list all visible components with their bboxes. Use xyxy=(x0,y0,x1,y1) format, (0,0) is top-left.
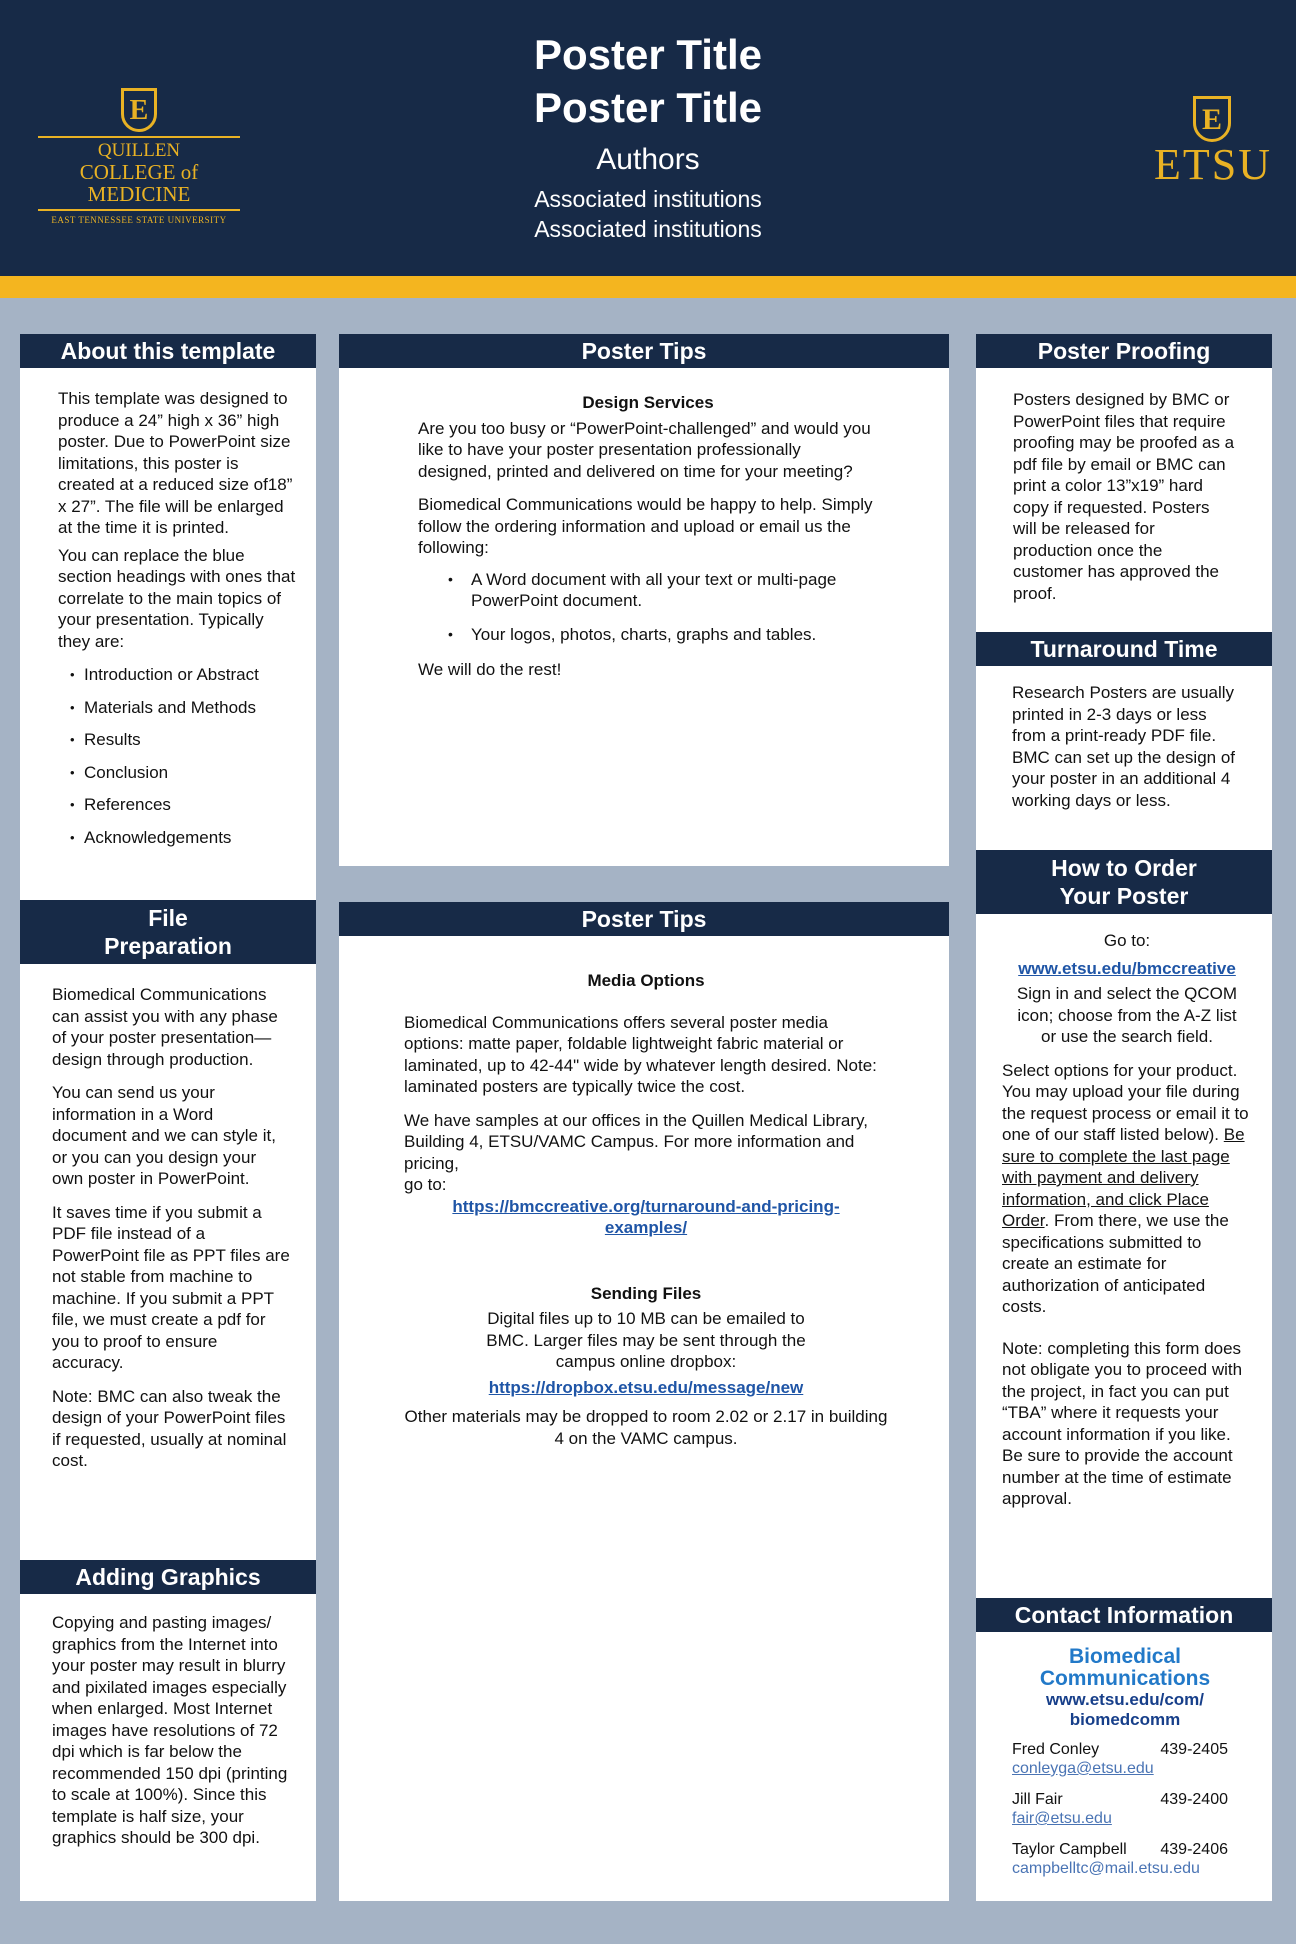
list-item: • Materials and Methods xyxy=(70,697,298,719)
proofing-body xyxy=(1013,389,1235,610)
proofing-heading: Poster Proofing xyxy=(976,334,1272,368)
graphics-heading: Adding Graphics xyxy=(20,1560,316,1594)
org-url-line1[interactable]: www.etsu.edu/com/ xyxy=(1045,1690,1205,1709)
contact-email[interactable]: fair@etsu.edu xyxy=(1012,1810,1112,1827)
list-item: • Acknowledgements xyxy=(70,827,298,849)
order-heading: How to Order Your Poster xyxy=(976,850,1272,914)
order-goto: Go to: xyxy=(1103,931,1151,950)
tips2-body xyxy=(404,970,888,1455)
institution-line2: Associated institutions xyxy=(534,216,762,242)
logo-line1: QUILLEN xyxy=(97,140,181,161)
etsu-shield-icon: E xyxy=(1193,96,1231,142)
contact-person xyxy=(1012,1740,1238,1778)
org-url-line2[interactable]: biomedcomm xyxy=(1069,1710,1181,1729)
contact-phone: 439-2406 xyxy=(1160,1841,1228,1858)
order-body xyxy=(1002,930,1252,1516)
list-item: • Your logos, photos, charts, graphs and tables. xyxy=(418,624,878,646)
tips2-p3: Digital files up to 10 MB can be emailed to BMC. Larger files may be sent through the campus online dropbox: xyxy=(486,1309,806,1371)
graphics-p1: Copying and pasting images/ graphics from the Internet into your poster may result in blurry and pixilated images especially when enlarged. Most Internet images have resolutions of 72 dpi which is far below the recommended 150 dpi (printing to scale at 100%). Since this template is half size, your graphics should be 300 dpi. xyxy=(52,1613,288,1847)
tips1-list xyxy=(418,569,878,646)
org-name-line2: Communications xyxy=(1039,1667,1211,1690)
tips2-subheading: Media Options xyxy=(587,971,705,990)
tips1-p2: Biomedical Communications would be happy to help. Simply follow the ordering information and upload or email us the following: xyxy=(418,495,873,557)
file-prep-body xyxy=(52,984,292,1478)
file-prep-p3: It saves time if you submit a PDF file instead of a PowerPoint file as PPT files are not stable from machine to machine. If you submit a PPT file, we must create a pdf for you to proof to ensure accuracy. xyxy=(52,1202,290,1372)
bmccreative-link[interactable]: www.etsu.edu/bmccreative xyxy=(1018,958,1236,978)
contact-name: Jill Fair xyxy=(1012,1791,1063,1808)
tips1-p3: We will do the rest! xyxy=(418,660,562,679)
contact-email[interactable]: campbelltc@mail.etsu.edu xyxy=(1012,1860,1200,1877)
section-list xyxy=(70,664,298,848)
about-heading: About this template xyxy=(20,334,316,368)
list-item: • Conclusion xyxy=(70,762,298,784)
tips1-heading: Poster Tips xyxy=(339,334,949,368)
tips2-p4: Other materials may be dropped to room 2.02 or 2.17 in building 4 on the VAMC campus. xyxy=(404,1407,888,1448)
contact-person xyxy=(1012,1790,1238,1828)
tips1-body xyxy=(418,392,878,687)
tips1-subheading: Design Services xyxy=(582,393,714,412)
logo-rule xyxy=(38,136,240,138)
list-item: • Results xyxy=(70,729,298,751)
list-item: • Introduction or Abstract xyxy=(70,664,298,686)
graphics-body xyxy=(52,1612,292,1855)
turnaround-p1: Research Posters are usually printed in 2-3 days or less from a print-ready PDF file. BMC can set up the design of your poster in an additional 4 working days or less. xyxy=(1012,683,1236,810)
poster-title-line2: Poster Title xyxy=(534,84,762,131)
logo-line3: EAST TENNESSEE STATE UNIVERSITY xyxy=(51,215,227,225)
contact-phone: 439-2400 xyxy=(1160,1791,1228,1808)
logo-line2: COLLEGE of MEDICINE xyxy=(79,160,199,206)
file-prep-p2: You can send us your information in a Word document and we can style it, or you can you design your own poster in PowerPoint. xyxy=(52,1083,276,1188)
list-item: • References xyxy=(70,794,298,816)
contact-body xyxy=(1012,1646,1238,1878)
about-p1: This template was designed to produce a 24” high x 36” high poster. Due to PowerPoint size limitations, this poster is created at a reduced size of18” x 27”. The file will be enlarged at the time it is printed. xyxy=(58,389,293,537)
about-p2: You can replace the blue section headings with ones that correlate to the main topics of your presentation. Typically they are: xyxy=(58,545,296,651)
turnaround-heading: Turnaround Time xyxy=(976,632,1272,666)
list-item: • A Word document with all your text or multi-page PowerPoint document. xyxy=(418,569,878,612)
dropbox-link[interactable]: https://dropbox.etsu.edu/message/new xyxy=(488,1377,804,1397)
title-block xyxy=(348,28,948,244)
contact-name: Taylor Campbell xyxy=(1012,1841,1127,1858)
file-prep-p1: Biomedical Communications can assist you with any phase of your poster presentation— design through production. xyxy=(52,985,278,1069)
tips2-p2: We have samples at our offices in the Quillen Medical Library, Building 4, ETSU/VAMC Campus. For more information and pricing, go to: xyxy=(404,1110,868,1194)
contact-email[interactable]: conleyga@etsu.edu xyxy=(1012,1760,1154,1777)
contact-phone: 439-2405 xyxy=(1160,1741,1228,1758)
contact-name: Fred Conley xyxy=(1012,1741,1100,1758)
order-p1: Sign in and select the QCOM icon; choose from the A-Z list or use the search field. xyxy=(1016,984,1238,1046)
logo-rule xyxy=(38,209,240,211)
quillen-shield-icon: E xyxy=(121,88,157,132)
tips2-p1: Biomedical Communications offers several poster media options: matte paper, foldable lightweight fabric material or laminated, up to 42-44" wide by whatever length desired. Note: laminated posters are typically twice the cost. xyxy=(404,1012,877,1096)
turnaround-body xyxy=(1012,682,1240,817)
proofing-p1: Posters designed by BMC or PowerPoint files that require proofing may be proofed as a pdf file by email or BMC can print a color 13”x19” hard copy if requested. Posters will be released for production once the customer has approved the proof. xyxy=(1013,390,1235,603)
gold-divider xyxy=(0,276,1296,298)
institution-line1: Associated institutions xyxy=(534,186,762,212)
authors: Authors xyxy=(596,143,700,176)
contact-person xyxy=(1012,1840,1238,1878)
org-name-line1: Biomedical xyxy=(1068,1645,1182,1668)
tips1-p1: Are you too busy or “PowerPoint-challenged” and would you like to have your poster presentation professionally designed, printed and delivered on time for your meeting? xyxy=(418,418,871,481)
tips2-heading: Poster Tips xyxy=(339,902,949,936)
order-p3: Note: completing this form does not obligate you to proceed with the project, in fact you can put “TBA” where it requests your account information if you like. Be sure to provide the account number at the time of estimate approval. xyxy=(1002,1338,1243,1508)
file-prep-p4: Note: BMC can also tweak the design of your PowerPoint files if requested, usually at nominal cost. xyxy=(52,1386,287,1470)
about-body xyxy=(58,388,298,859)
etsu-logo xyxy=(1154,96,1270,196)
quillen-logo xyxy=(38,88,240,225)
order-p2: Select options for your product. You may upload your file during the request process or email it to one of our staff listed below). Be sure to complete the last page with payment and delivery information, and click Place Order. From there, we use the specifications submitted to create an estimate for authorization of anticipated costs. xyxy=(1002,1060,1249,1316)
file-prep-heading: File Preparation xyxy=(20,900,316,964)
poster-title-line1: Poster Title xyxy=(534,31,762,78)
sending-files-subheading: Sending Files xyxy=(590,1283,702,1303)
pricing-link[interactable]: https://bmccreative.org/turnaround-and-pricing-examples/ xyxy=(452,1196,840,1237)
contact-heading: Contact Information xyxy=(976,1598,1272,1632)
etsu-wordmark: ETSU xyxy=(1154,140,1272,189)
